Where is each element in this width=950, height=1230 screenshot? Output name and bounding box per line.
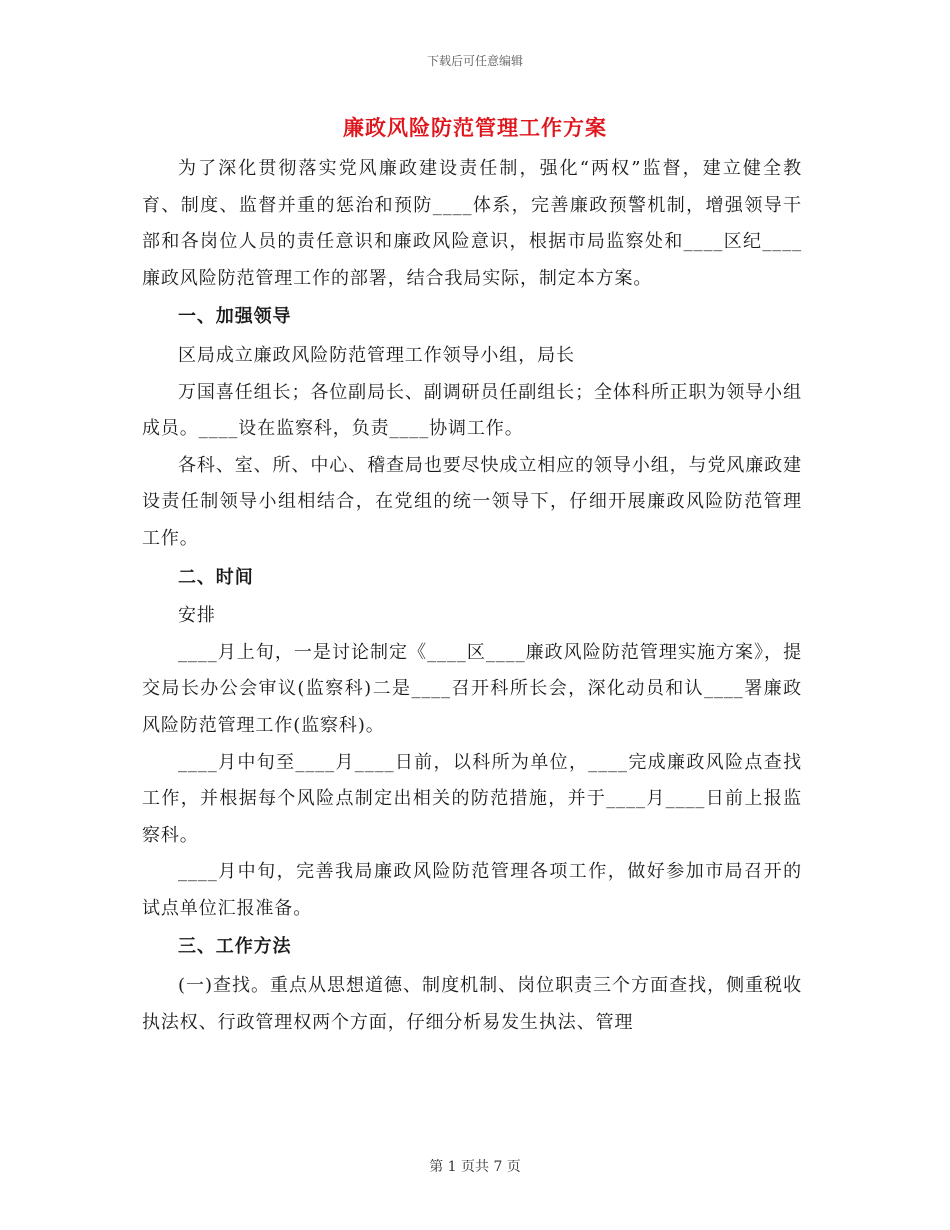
paragraph-intro: 为了深化贯彻落实党风廉政建设责任制，强化“两权”监督，建立健全教育、制度、监督并重的惩治和预防____体系，完善廉政预警机制，增强领导干部和各岗位人员的责任意识和廉政风险意识，根据市局监察处和____区纪____廉政风险防范管理工作的部署，结合我局实际，制定本方案。 <box>142 158 802 289</box>
paragraph-time-4: ____月中旬，完善我局廉政风险防范管理各项工作，做好参加市局召开的试点单位汇报准备。 <box>142 861 802 919</box>
paragraph-time-2: ____月上旬，一是讨论制定《____区____廉政风险防范管理实施方案》，提交局长办公会审议(监察科)二是____召开科所长会，深化动员和认____署廉政风险防范管理工作(监察科)。 <box>142 641 802 736</box>
paragraph-method-1: (一)查找。重点从思想道德、制度机制、岗位职责三个方面查找，侧重税收执法权、行政管理权两个方面，仔细分析易发生执法、管理 <box>142 975 802 1033</box>
document-body <box>142 151 802 1041</box>
header-note: 下载后可任意编辑 <box>426 54 523 68</box>
paragraph-leadership-2: 万国喜任组长；各位副局长、副调研员任副组长；全体科所正职为领导小组成员。____设在监察科，负责____协调工作。 <box>142 381 802 440</box>
paragraph-time-1: 安排 <box>178 605 216 627</box>
section-heading-time: 二、时间 <box>178 566 254 588</box>
paragraph-leadership-3: 各科、室、所、中心、稽查局也要尽快成立相应的领导小组，与党风廉政建设责任制领导小组相结合，在党组的统一领导下，仔细开展廉政风险防范管理工作。 <box>142 454 802 549</box>
document-title: 廉政风险防范管理工作方案 <box>343 115 607 140</box>
section-heading-leadership: 一、加强领导 <box>178 306 292 328</box>
paragraph-leadership-1: 区局成立廉政风险防范管理工作领导小组，局长 <box>178 344 575 366</box>
section-heading-method: 三、工作方法 <box>178 936 292 958</box>
paragraph-time-3: ____月中旬至____月____日前，以科所为单位，____完成廉政风险点查找工作，并根据每个风险点制定出相关的防范措施，并于____月____日前上报监察科。 <box>142 751 802 846</box>
page-number-footer: 第 1 页共 7 页 <box>429 1159 521 1175</box>
